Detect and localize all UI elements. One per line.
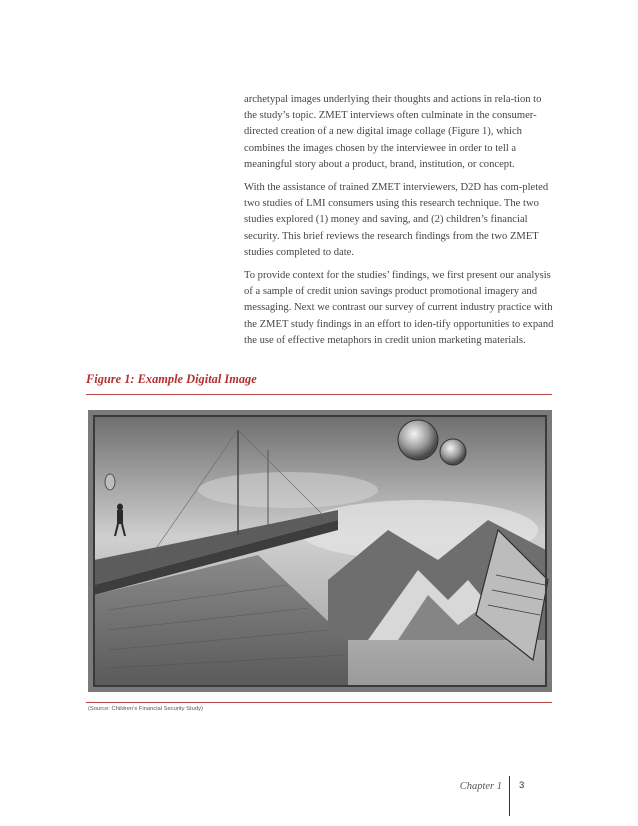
figure-source-caption: (Source: Children’s Financial Security Study) [88, 706, 203, 712]
footer-divider [509, 776, 510, 816]
collage-illustration [88, 410, 552, 692]
figure-top-rule [86, 394, 552, 395]
body-text-column [244, 92, 556, 356]
paragraph: archetypal images underlying their thoughts and actions in rela-tion to the study’s topic. ZMET interviews often culminate in the consumer-directed creation of a new digital image collage (Figure 1), which combines the images chosen by the interviewee in order to tell a meaningful story about a product, brand, institution, or concept. [244, 94, 542, 170]
footer-chapter-label: Chapter 1 [459, 781, 502, 792]
paragraph: To provide context for the studies’ findings, we first present our analysis of a sample of credit union savings product promotional imagery and messaging. Next we contrast our survey of current industry practice with the ZMET study findings in an effort to iden-tify opportunities to expand the use of effective metaphors in credit union marketing materials. [244, 270, 554, 346]
figure-title: Figure 1: Example Digital Image [86, 372, 257, 386]
page-number: 3 [519, 780, 525, 791]
figure-image [88, 410, 552, 692]
figure-bottom-rule [86, 702, 552, 703]
paragraph: With the assistance of trained ZMET interviewers, D2D has com-pleted two studies of LMI consumers using this research technique. The two studies explored (1) money and saving, and (2) children’s financial security. This brief reviews the research findings from the two ZMET studies completed to date. [244, 182, 549, 258]
